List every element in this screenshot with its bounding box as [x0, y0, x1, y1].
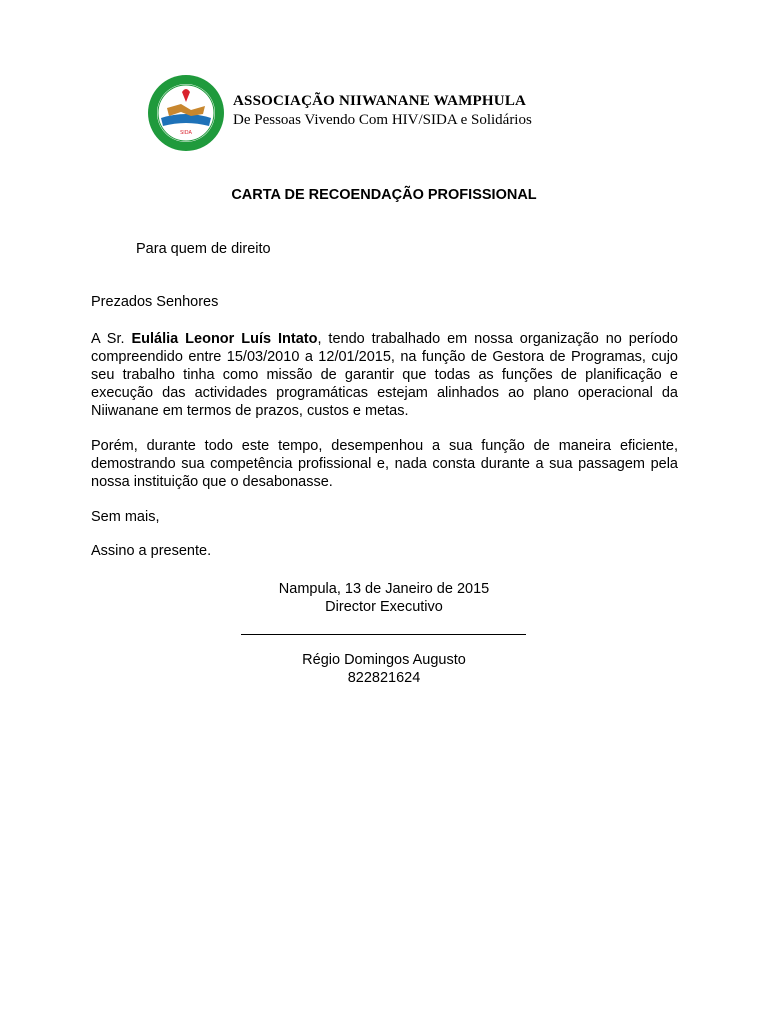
organization-header — [233, 92, 532, 129]
salutation-recipient: Para quem de direito — [136, 241, 271, 257]
signatory-name: Régio Domingos Augusto — [302, 652, 466, 668]
place-date: Nampula, 13 de Janeiro de 2015 — [278, 581, 490, 597]
letter-title: CARTA DE RECOENDAÇÃO PROFISSIONAL — [231, 187, 537, 203]
signature-line — [241, 634, 526, 635]
closing-sign-off: Assino a presente. — [91, 543, 212, 559]
organization-name: ASSOCIAÇÃO NIIWANANE WAMPHULA — [233, 93, 527, 109]
employee-name: Eulália Leonor Luís Intato — [131, 331, 318, 347]
closing-line: Sem mais, — [91, 509, 160, 525]
signatory-role: Director Executivo — [325, 599, 443, 615]
signatory-phone: 822821624 — [347, 670, 421, 686]
association-seal-icon — [147, 74, 225, 152]
paragraph-employment — [91, 330, 678, 420]
paragraph-prefix: A Sr. — [91, 331, 132, 347]
paragraph-body: , tendo trabalhado em nossa organização no período compreendido entre 15/03/2010 a 12/01/2015, na função de Gestora de Programas, cujo seu trabalho tinha como missão de garantir que todas as funções de planificação e execução das actividades programáticas estejam alinhados ao plano operacional da Niiwanane em termos de prazos, custos e metas. — [91, 331, 678, 419]
paragraph-performance: Porém, durante todo este tempo, desempenhou a sua função de maneira eficiente, demostrando sua competência profissional e, nada consta durante a sua passagem pela nossa instituição que o desabonasse. — [91, 438, 678, 490]
salutation-greeting: Prezados Senhores — [91, 294, 219, 310]
svg-text:SIDA: SIDA — [180, 130, 192, 136]
organization-subtitle: De Pessoas Vivendo Com HIV/SIDA e Solidários — [233, 112, 532, 128]
